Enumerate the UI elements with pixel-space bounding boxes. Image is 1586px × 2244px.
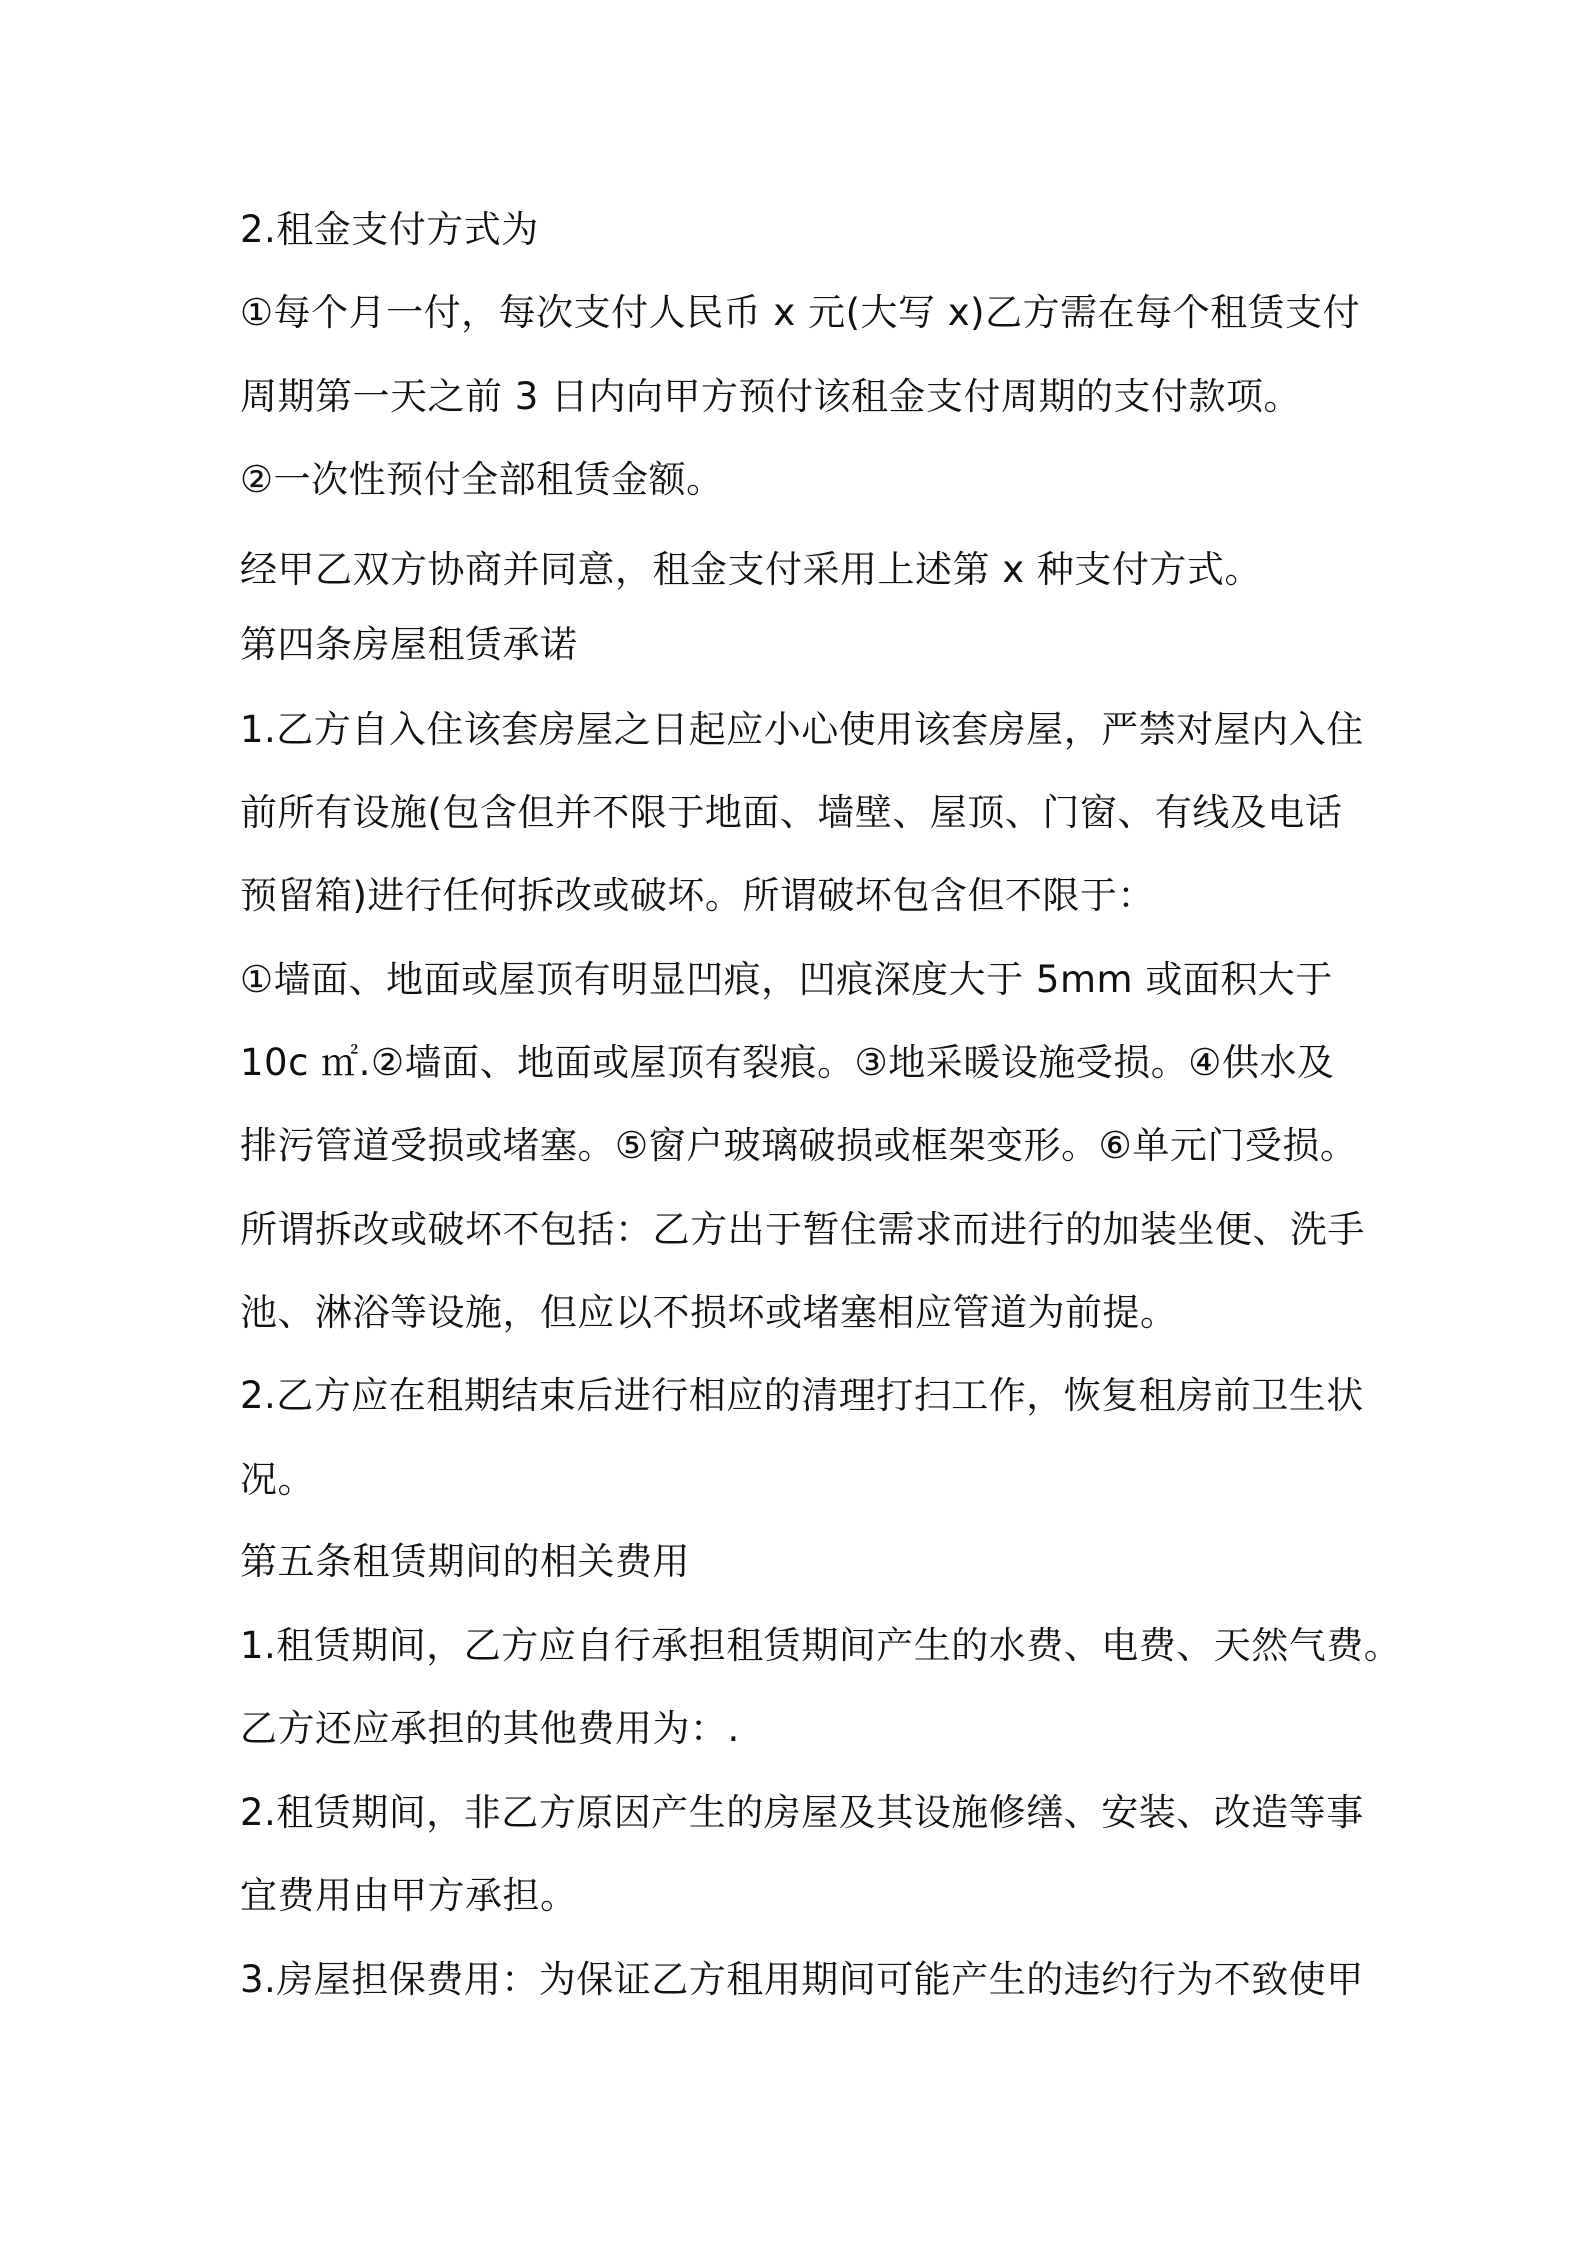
text-line: 宜费用由甲方承担。 <box>240 1874 578 1917</box>
text-line: 所谓拆改或破坏不包括：乙方出于暂住需求而进行的加装坐便、洗手 <box>240 1208 1365 1251</box>
text-line: ①每个月一付，每次支付人民币 x 元(大写 x)乙方需在每个租赁支付 <box>240 291 1361 334</box>
text-line: 况。 <box>240 1458 315 1501</box>
text-line: 3.房屋担保费用：为保证乙方租用期间可能产生的违约行为不致使甲 <box>240 1958 1364 2001</box>
text-line: 排污管道受损或堵塞。⑤窗户玻璃破损或框架变形。⑥单元门受损。 <box>240 1124 1358 1167</box>
text-line: 2.租赁期间，非乙方原因产生的房屋及其设施修缮、安装、改造等事 <box>240 1791 1364 1834</box>
text-line: 乙方还应承担的其他费用为：. <box>240 1707 740 1750</box>
text-line: 1.租赁期间，乙方应自行承担租赁期间产生的水费、电费、天然气费。 <box>240 1624 1402 1667</box>
text-line: 1.乙方自入住该套房屋之日起应小心使用该套房屋，严禁对屋内入住 <box>240 708 1364 751</box>
text-line: ②一次性预付全部租赁金额。 <box>240 458 724 501</box>
text-line: 2.租金支付方式为 <box>240 208 539 251</box>
text-line: 2.乙方应在租期结束后进行相应的清理打扫工作，恢复租房前卫生状 <box>240 1374 1364 1417</box>
text-line: 周期第一天之前 3 日内向甲方预付该租金支付周期的支付款项。 <box>240 375 1302 418</box>
text-line: ①墙面、地面或屋顶有明显凹痕，凹痕深度大于 5mm 或面积大于 <box>240 958 1333 1001</box>
text-line: 经甲乙双方协商并同意，租金支付采用上述第 x 种支付方式。 <box>240 548 1262 591</box>
text-line: 预留箱)进行任何拆改或破坏。所谓破坏包含但不限于： <box>240 874 1155 917</box>
section-heading: 第五条租赁期间的相关费用 <box>240 1540 690 1583</box>
text-line: 池、淋浴等设施，但应以不损坏或堵塞相应管道为前提。 <box>240 1291 1178 1334</box>
text-line: 10c ㎡.②墙面、地面或屋顶有裂痕。③地采暖设施受损。④供水及 <box>240 1041 1335 1084</box>
section-heading: 第四条房屋租赁承诺 <box>240 623 578 666</box>
text-line: 前所有设施(包含但并不限于地面、墙壁、屋顶、门窗、有线及电话 <box>240 791 1343 834</box>
